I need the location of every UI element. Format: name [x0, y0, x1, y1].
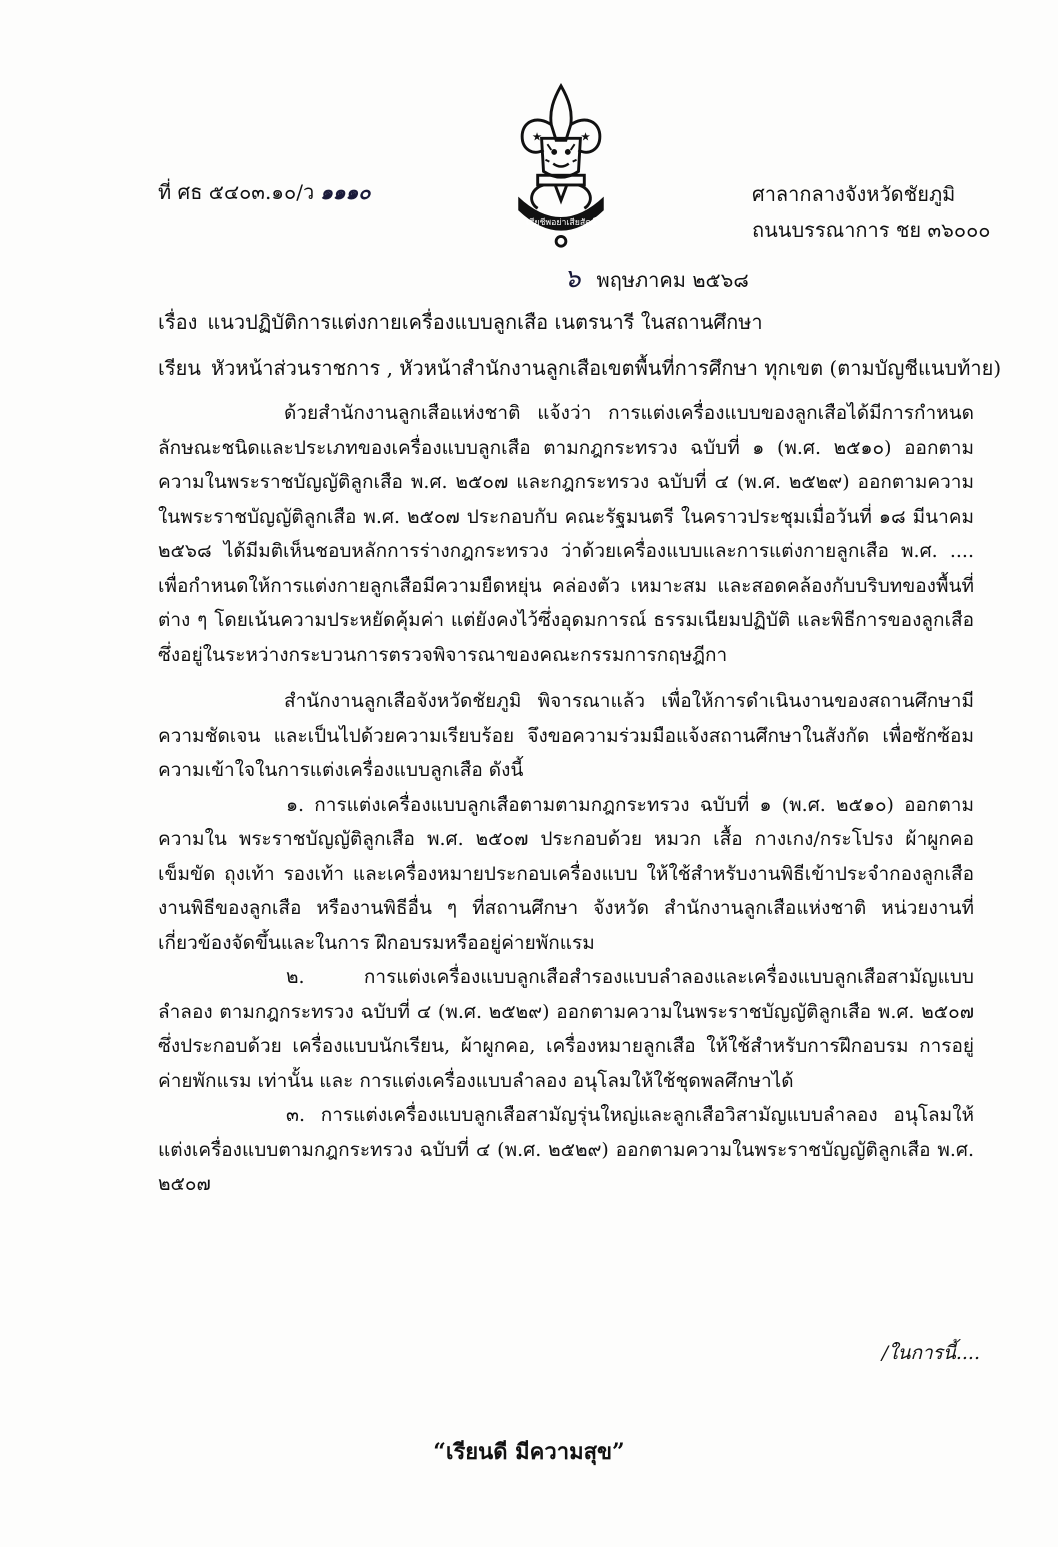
svg-text:★: ★ [580, 129, 591, 144]
motto: “เรียนดี มีความสุข” [433, 1439, 625, 1465]
salutation-label: เรียน [158, 356, 201, 380]
salutation-line [158, 352, 1001, 384]
date-day-handwritten: ๖ [564, 264, 581, 294]
subject-text: แนวปฏิบัติการแต่งกายเครื่องแบบลูกเสือ เนตรนารี ในสถานศึกษา [207, 310, 763, 334]
list-item-2: ๒. การแต่งเครื่องแบบลูกเสือสำรองแบบลำลองและเครื่องแบบลูกเสือสามัญแบบลำลอง ตามกฎกระทรวง ฉบับที่ ๔ (พ.ศ. ๒๕๒๙) ออกตามความในพระราชบัญญัติลูกเสือ พ.ศ. ๒๕๐๗ ซึ่งประกอบด้วย เครื่องแบบนักเรียน, ผ้าผูกคอ, เครื่องหมายลูกเสือ ให้ใช้สำหรับการฝึกอบรม การอยู่ค่ายพักแรม เท่านั้น และ การแต่งเครื่องแบบลำลอง อนุโลมให้ใช้ชุดพลศึกษาได้ [158, 966, 974, 1092]
reference-prefix: ที่ ศธ ๕๔๐๓.๑๐/ว [158, 180, 315, 204]
list-item-3: ๓. การแต่งเครื่องแบบลูกเสือสามัญรุ่นใหญ่และลูกเสือวิสามัญแบบลำลอง อนุโลมให้แต่งเครื่องแบบตามกฎกระทรวง ฉบับที่ ๔ (พ.ศ. ๒๕๒๙) ออกตามความในพระราชบัญญัติลูกเสือ พ.ศ. ๒๕๐๗ [158, 1104, 974, 1195]
letter-body [158, 396, 974, 1202]
paragraph-2: สำนักงานลูกเสือจังหวัดชัยภูมิ พิจารณาแล้ว เพื่อให้การดำเนินงานของสถานศึกษามีความชัดเจน และเป็นไปด้วยความเรียบร้อย จึงขอความร่วมมือแจ้งสถานศึกษาในสังกัด เพื่อซักซ้อมความเข้าใจในการแต่งเครื่องแบบลูกเสือ ดังนี้ [158, 690, 974, 781]
salutation-text: หัวหน้าส่วนราชการ , หัวหน้าสำนักงานลูกเสือเขตพื้นที่การศึกษา ทุกเขต (ตามบัญชีแนบท้าย) [210, 356, 1002, 380]
list-item-1: ๑. การแต่งเครื่องแบบลูกเสือตามตามกฎกระทรวง ฉบับที่ ๑ (พ.ศ. ๒๕๑๐) ออกตามความใน พระราชบัญญัติลูกเสือ พ.ศ. ๒๕๐๗ ประกอบด้วย หมวก เสื้อ กางเกง/กระโปรง ผ้าผูกคอ เข็มขัด ถุงเท้า รองเท้า และเครื่องหมายประกอบเครื่องแบบ ให้ใช้สำหรับงานพิธีเข้าประจำกองลูกเสือ งานพิธีของลูกเสือ หรืองานพิธีอื่น ๆ ที่สถานศึกษา จังหวัด สำนักงานลูกเสือแห่งชาติ หน่วยงานที่เกี่ยวข้องจัดขึ้นและในการ ฝึกอบรมหรืออยู่ค่ายพักแรม [158, 793, 974, 954]
paragraph-1: ด้วยสำนักงานลูกเสือแห่งชาติ แจ้งว่า การแต่งเครื่องแบบของลูกเสือได้มีการกำหนดลักษณะชนิดและประเภทของเครื่องแบบลูกเสือ ตามกฎกระทรวง ฉบับที่ ๑ (พ.ศ. ๒๕๑๐) ออกตามความในพระราชบัญญัติลูกเสือ พ.ศ. ๒๕๐๗ และกฎกระทรวง ฉบับที่ ๔ (พ.ศ. ๒๕๒๙) ออกตามความในพระราชบัญญัติลูกเสือ พ.ศ. ๒๕๐๗ ประกอบกับ คณะรัฐมนตรี ในคราวประชุมเมื่อวันที่ ๑๘ มีนาคม ๒๕๖๘ ได้มีมติเห็นชอบหลักการร่างกฎกระทรวง ว่าด้วยเครื่องแบบและการแต่งกายลูกเสือ พ.ศ. .... เพื่อกำหนดให้การแต่งกายลูกเสือมีความยืดหยุ่น คล่องตัว เหมาะสม และสอดคล้องกับบริบทของพื้นที่ต่าง ๆ โดยเน้นความประหยัดคุ้มค่า แต่ยังคงไว้ซึ่งอุดมการณ์ ธรรมเนียมปฏิบัติ และพิธีการของลูกเสือ ซึ่งอยู่ในระหว่างกระบวนการตรวจพิจารณาของคณะกรรมการกฤษฎีกา [158, 402, 974, 666]
subject-label: เรื่อง [158, 310, 198, 334]
date-month-year: พฤษภาคม ๒๕๖๘ [596, 268, 749, 292]
reference-number [158, 176, 370, 208]
address-line-2: ถนนบรรณาการ ชย ๓๖๐๐๐ [752, 218, 991, 242]
scout-emblem [512, 82, 610, 252]
sender-address [752, 176, 991, 248]
emblem-ribbon-text: เสียชีพอย่าเสียสัตย์ [526, 217, 596, 228]
document-date [564, 258, 749, 299]
svg-text:★: ★ [531, 129, 543, 144]
subject-line [158, 306, 763, 338]
address-line-1: ศาลากลางจังหวัดชัยภูมิ [752, 182, 956, 206]
reference-handwritten-number: ๑๑๑๐ [320, 180, 371, 204]
continuation-marker: /ในการนี้.... [881, 1342, 980, 1364]
